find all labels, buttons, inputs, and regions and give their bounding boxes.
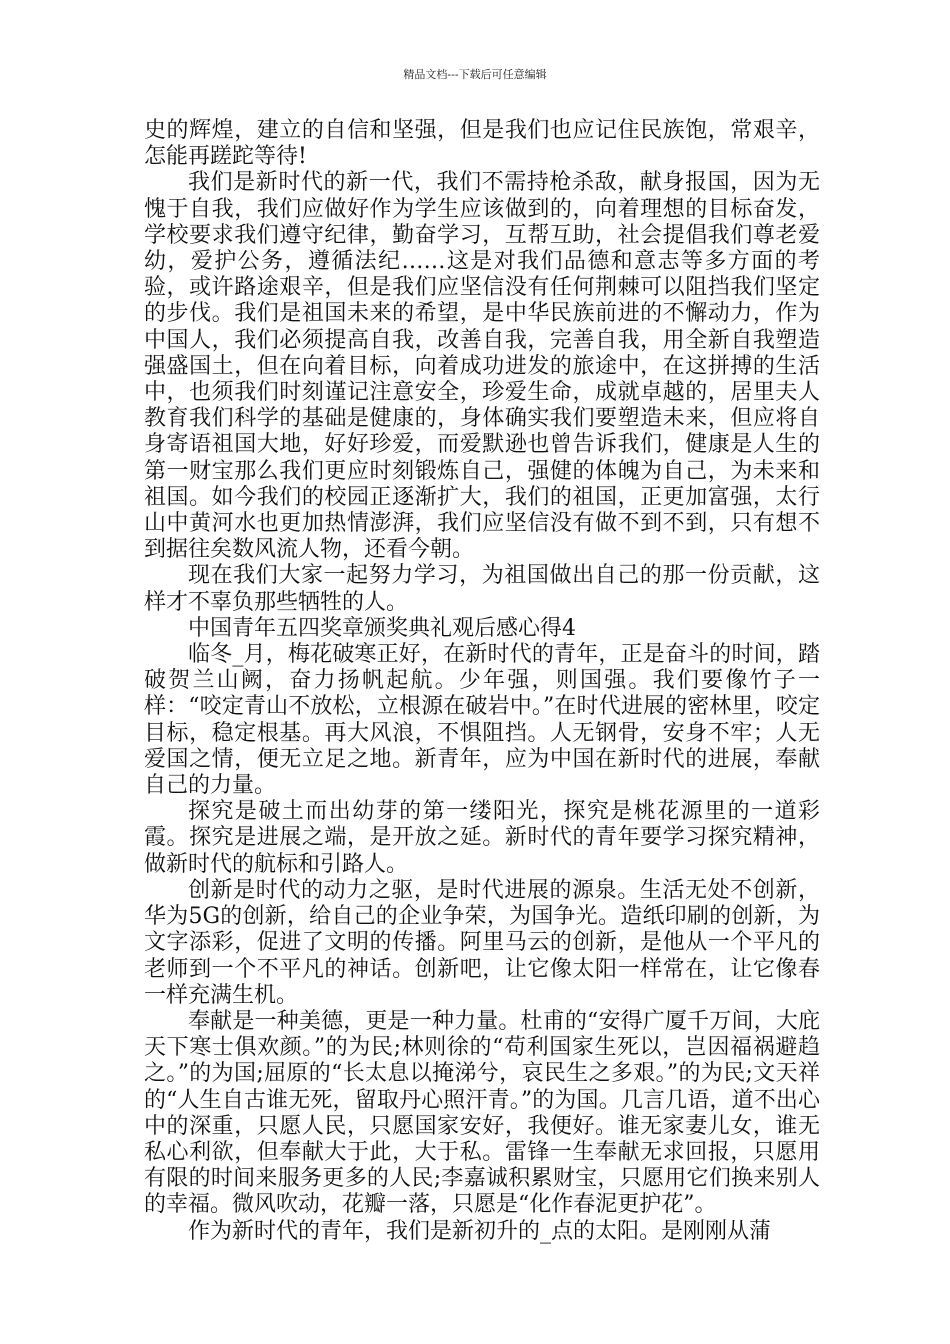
paragraph: 创新是时代的动力之驱，是时代进展的源泉。生活无处不创新，华为5G的创新，给自己的企业争荣，为国争光。造纸印刷的创新，为文字添彩，促进了文明的传播。阿里马云的创新，是他从一个平凡的老师到一个不平凡的神话。创新吧，让它像太阳一样常在，让它像春一样充满生机。: [144, 877, 820, 1008]
document-body: [144, 118, 820, 1245]
paragraph: 作为新时代的青年，我们是新初升的_点的太阳。是刚刚从蒲: [188, 1218, 772, 1244]
paragraph: 我们是新时代的新一代，我们不需持枪杀敌，献身报国，因为无愧于自我，我们应做好作为学生应该做到的，向着理想的目标奋发，学校要求我们遵守纪律，勤奋学习，互帮互助，社会提倡我们尊老爱幼，爱护公务，遵循法纪……这是对我们品德和意志等多方面的考验，或许路途艰辛，但是我们应坚信没有任何荆棘可以阻挡我们坚定的步伐。我们是祖国未来的希望，是中华民族前进的不懈动力，作为中国人，我们必须提高自我，改善自我，完善自我，用全新自我塑造强盛国土，但在向着目标，向着成功进发的旅途中，在这拼搏的生活中，也须我们时刻谨记注意安全，珍爱生命，成就卓越的，居里夫人教育我们科学的基础是健康的，身体确实我们要塑造未来，但应将自身寄语祖国大地，好好珍爱，而爱默逊也曾告诉我们，健康是人生的第一财宝那么我们更应时刻锻炼自己，强健的体魄为自己，为未来和祖国。如今我们的校园正逐渐扩大，我们的祖国，正更加富强，太行山中黄河水也更加热情澎湃，我们应坚信没有做不到不到，只有想不到据往矣数风流人物，还看今朝。: [144, 170, 820, 563]
paragraph: 临冬_月，梅花破寒正好，在新时代的青年，正是奋斗的时间，踏破贺兰山阙，奋力扬帆起航。少年强，则国强。我们要像竹子一样：“咬定青山不放松，立根源在破岩中。”在时代进展的密林里，咬定目标，稳定根基。再大风浪，不惧阻挡。人无钢骨，安身不牢；人无爱国之情，便无立足之地。新青年，应为中国在新时代的进展，奉献自己的力量。: [144, 642, 820, 799]
paragraph: 史的辉煌，建立的自信和坚强，但是我们也应记住民族饱，常艰辛，怎能再蹉跎等待!: [144, 118, 820, 170]
paragraph: 现在我们大家一起努力学习，为祖国做出自己的那一份贡献，这样才不辜负那些牺牲的人。: [144, 563, 820, 615]
page-header: 精品文档---下载后可任意编辑: [403, 68, 547, 81]
paragraph: 探究是破土而出幼芽的第一缕阳光，探究是桃花源里的一道彩霞。探究是进展之端，是开放之延。新时代的青年要学习探究精神，做新时代的航标和引路人。: [144, 799, 820, 877]
paragraph: 奉献是一种美德，更是一种力量。杜甫的“安得广厦千万间，大庇天下寒士俱欢颜。”的为民;林则徐的“苟利国家生死以，岂因福祸避趋之。”的为国;屈原的“长太息以掩涕兮，哀民生之多艰。”的为民;文天祥的“人生自古谁无死，留取丹心照汗青。”的为国。几言几语，道不出心中的深重，只愿人民，只愿国家安好，我便好。谁无家妻儿女，谁无私心利欲，但奉献大于此，大于私。雷锋一生奉献无求回报，只愿用有限的时间来服务更多的人民;李嘉诚积累财宝，只愿用它们换来别人的幸福。微风吹动，花瓣一落，只愿是“化作春泥更护花”。: [144, 1008, 820, 1218]
section-heading: 中国青年五四奖章颁奖典礼观后感心得4: [188, 615, 576, 641]
